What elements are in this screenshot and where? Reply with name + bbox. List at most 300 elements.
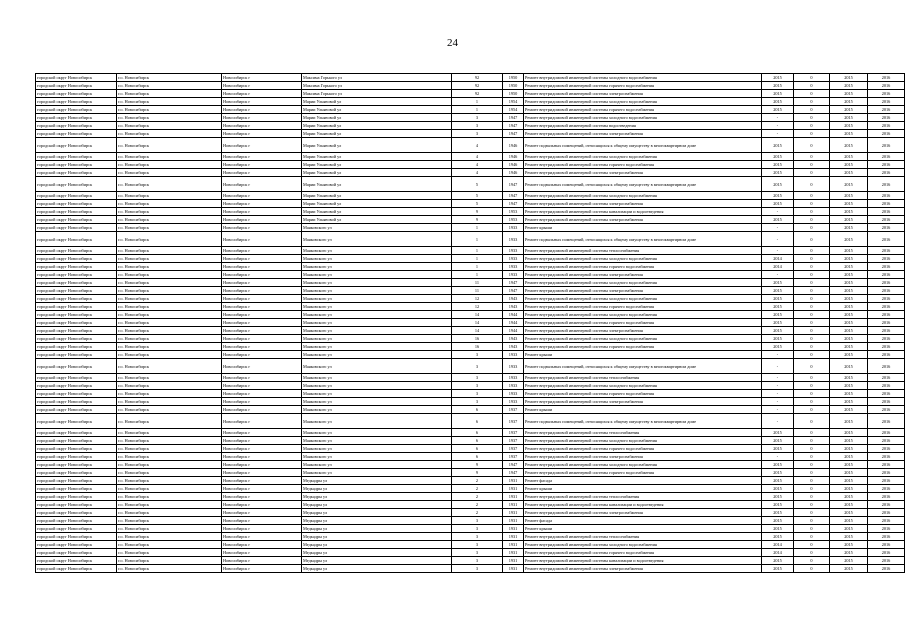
last-repair-year-cell: 2014 (762, 263, 794, 271)
house-number-cell: 11 (452, 279, 503, 287)
end-year-cell: 2016 (868, 493, 905, 501)
street-cell: Марии Ульяновой ул (302, 216, 452, 224)
municipality-cell: г.о. Новосибирск (117, 525, 222, 533)
house-number-cell: 1 (452, 271, 503, 279)
end-year-cell: 2016 (868, 437, 905, 445)
city-cell: Новосибирск г (222, 224, 302, 232)
value-cell: 0 (794, 263, 830, 271)
house-number-cell: 3 (452, 359, 503, 374)
municipal-district-cell: городской округ Новосибирск (36, 192, 117, 200)
repair-type-cell: Ремонт внутридомовой инженерной системы горячего водоснабжения (524, 445, 762, 453)
table-row (36, 343, 905, 351)
build-year-cell: 1947 (503, 192, 524, 200)
value-cell: 0 (794, 98, 830, 106)
municipality-cell: г.о. Новосибирск (117, 351, 222, 359)
end-year-cell: 2016 (868, 74, 905, 82)
municipal-district-cell: городской округ Новосибирск (36, 106, 117, 114)
city-cell: Новосибирск г (222, 533, 302, 541)
start-year-cell: 2015 (830, 327, 868, 335)
repair-type-cell: Ремонт внутридомовой инженерной системы электроснабжения (524, 565, 762, 573)
build-year-cell: 1931 (503, 565, 524, 573)
last-repair-year-cell: 2015 (762, 429, 794, 437)
city-cell: Новосибирск г (222, 517, 302, 525)
city-cell: Новосибирск г (222, 279, 302, 287)
build-year-cell: 1933 (503, 255, 524, 263)
city-cell: Новосибирск г (222, 303, 302, 311)
start-year-cell: 2015 (830, 232, 868, 247)
last-repair-year-cell: 2015 (762, 74, 794, 82)
end-year-cell: 2016 (868, 114, 905, 122)
municipality-cell: г.о. Новосибирск (117, 509, 222, 517)
end-year-cell: 2016 (868, 382, 905, 390)
start-year-cell: 2015 (830, 90, 868, 98)
last-repair-year-cell: 2015 (762, 469, 794, 477)
repair-type-cell: Ремонт крыши (524, 224, 762, 232)
end-year-cell: 2016 (868, 232, 905, 247)
street-cell: Маяковского ул (302, 311, 452, 319)
city-cell: Новосибирск г (222, 461, 302, 469)
municipal-district-cell: городской округ Новосибирск (36, 533, 117, 541)
last-repair-year-cell: 2015 (762, 565, 794, 573)
last-repair-year-cell: 2015 (762, 509, 794, 517)
house-number-cell: 6 (452, 414, 503, 429)
value-cell: 0 (794, 461, 830, 469)
municipality-cell: г.о. Новосибирск (117, 311, 222, 319)
value-cell: 0 (794, 541, 830, 549)
last-repair-year-cell: 2015 (762, 445, 794, 453)
start-year-cell: 2015 (830, 501, 868, 509)
table-row (36, 541, 905, 549)
city-cell: Новосибирск г (222, 114, 302, 122)
table-row (36, 169, 905, 177)
value-cell: 0 (794, 82, 830, 90)
municipality-cell: г.о. Новосибирск (117, 153, 222, 161)
value-cell: 0 (794, 90, 830, 98)
house-number-cell: 9 (452, 461, 503, 469)
street-cell: Маяковского ул (302, 374, 452, 382)
municipality-cell: г.о. Новосибирск (117, 382, 222, 390)
city-cell: Новосибирск г (222, 414, 302, 429)
municipality-cell: г.о. Новосибирск (117, 271, 222, 279)
build-year-cell: 1947 (503, 287, 524, 295)
last-repair-year-cell: 2015 (762, 303, 794, 311)
street-cell: Медкадры ул (302, 517, 452, 525)
municipal-district-cell: городской округ Новосибирск (36, 541, 117, 549)
house-number-cell: 3 (452, 565, 503, 573)
start-year-cell: 2015 (830, 398, 868, 406)
repair-type-cell: Ремонт внутридомовой инженерной системы горячего водоснабжения (524, 319, 762, 327)
municipal-district-cell: городской округ Новосибирск (36, 565, 117, 573)
repair-type-cell: Ремонт крыши (524, 406, 762, 414)
end-year-cell: 2016 (868, 477, 905, 485)
table-row (36, 74, 905, 82)
repair-type-cell: Ремонт внутридомовой инженерной системы холодного водоснабжения (524, 74, 762, 82)
city-cell: Новосибирск г (222, 390, 302, 398)
start-year-cell: 2015 (830, 247, 868, 255)
house-number-cell: 9 (452, 208, 503, 216)
table-row (36, 114, 905, 122)
municipality-cell: г.о. Новосибирск (117, 517, 222, 525)
street-cell: Маяковского ул (302, 335, 452, 343)
table-row (36, 200, 905, 208)
municipality-cell: г.о. Новосибирск (117, 414, 222, 429)
repair-type-cell: Ремонт внутридомовой инженерной системы электроснабжения (524, 200, 762, 208)
start-year-cell: 2015 (830, 98, 868, 106)
start-year-cell: 2015 (830, 319, 868, 327)
build-year-cell: 1933 (503, 351, 524, 359)
build-year-cell: 1933 (503, 359, 524, 374)
table-row (36, 295, 905, 303)
city-cell: Новосибирск г (222, 437, 302, 445)
build-year-cell: 1947 (503, 114, 524, 122)
page-number: 24 (447, 37, 458, 49)
house-number-cell: 1 (452, 263, 503, 271)
municipality-cell: г.о. Новосибирск (117, 232, 222, 247)
build-year-cell: 1931 (503, 501, 524, 509)
table-row (36, 374, 905, 382)
municipal-district-cell: городской округ Новосибирск (36, 390, 117, 398)
value-cell: 0 (794, 311, 830, 319)
table-row (36, 138, 905, 153)
table-row (36, 445, 905, 453)
table-row (36, 398, 905, 406)
street-cell: Маяковского ул (302, 287, 452, 295)
value-cell: 0 (794, 445, 830, 453)
house-number-cell: 1 (452, 98, 503, 106)
city-cell: Новосибирск г (222, 255, 302, 263)
start-year-cell: 2015 (830, 374, 868, 382)
start-year-cell: 2015 (830, 224, 868, 232)
table-row (36, 509, 905, 517)
table-row (36, 437, 905, 445)
end-year-cell: 2016 (868, 208, 905, 216)
city-cell: Новосибирск г (222, 177, 302, 192)
municipal-district-cell: городской округ Новосибирск (36, 287, 117, 295)
value-cell: 0 (794, 429, 830, 437)
street-cell: Максима Горького ул (302, 90, 452, 98)
municipality-cell: г.о. Новосибирск (117, 335, 222, 343)
end-year-cell: 2016 (868, 255, 905, 263)
start-year-cell: 2015 (830, 493, 868, 501)
last-repair-year-cell: 2015 (762, 106, 794, 114)
municipality-cell: г.о. Новосибирск (117, 565, 222, 573)
value-cell: 0 (794, 382, 830, 390)
value-cell: 0 (794, 232, 830, 247)
value-cell: 0 (794, 351, 830, 359)
last-repair-year-cell: 2015 (762, 216, 794, 224)
house-number-cell: 3 (452, 557, 503, 565)
end-year-cell: 2016 (868, 90, 905, 98)
municipal-district-cell: городской округ Новосибирск (36, 382, 117, 390)
municipal-district-cell: городской округ Новосибирск (36, 90, 117, 98)
city-cell: Новосибирск г (222, 74, 302, 82)
last-repair-year-cell: 2015 (762, 437, 794, 445)
street-cell: Марии Ульяновой ул (302, 122, 452, 130)
municipality-cell: г.о. Новосибирск (117, 437, 222, 445)
city-cell: Новосибирск г (222, 295, 302, 303)
repair-type-cell: Ремонт внутридомовой инженерной системы горячего водоснабжения (524, 549, 762, 557)
repair-type-cell: Ремонт фасада (524, 477, 762, 485)
municipal-district-cell: городской округ Новосибирск (36, 232, 117, 247)
repair-type-cell: Ремонт внутридомовой инженерной системы холодного водоснабжения (524, 382, 762, 390)
municipality-cell: г.о. Новосибирск (117, 406, 222, 414)
value-cell: 0 (794, 177, 830, 192)
last-repair-year-cell: - (762, 224, 794, 232)
municipality-cell: г.о. Новосибирск (117, 90, 222, 98)
repair-type-cell: Ремонт внутридомовой инженерной системы холодного водоснабжения (524, 153, 762, 161)
value-cell: 0 (794, 565, 830, 573)
table-row (36, 153, 905, 161)
municipal-district-cell: городской округ Новосибирск (36, 485, 117, 493)
city-cell: Новосибирск г (222, 541, 302, 549)
municipal-district-cell: городской округ Новосибирск (36, 177, 117, 192)
repair-type-cell: Ремонт внутридомовой инженерной системы электроснабжения (524, 453, 762, 461)
repair-type-cell: Ремонт внутридомовой инженерной системы электроснабжения (524, 327, 762, 335)
build-year-cell: 1954 (503, 106, 524, 114)
municipal-district-cell: городской округ Новосибирск (36, 517, 117, 525)
last-repair-year-cell: - (762, 351, 794, 359)
end-year-cell: 2016 (868, 263, 905, 271)
municipality-cell: г.о. Новосибирск (117, 98, 222, 106)
repair-type-cell: Ремонт внутридомовой инженерной системы горячего водоснабжения (524, 82, 762, 90)
build-year-cell: 1954 (503, 98, 524, 106)
start-year-cell: 2015 (830, 549, 868, 557)
city-cell: Новосибирск г (222, 327, 302, 335)
street-cell: Марии Ульяновой ул (302, 200, 452, 208)
start-year-cell: 2015 (830, 287, 868, 295)
build-year-cell: 1946 (503, 138, 524, 153)
last-repair-year-cell: 2015 (762, 319, 794, 327)
house-number-cell: 4 (452, 153, 503, 161)
last-repair-year-cell: 2015 (762, 311, 794, 319)
start-year-cell: 2015 (830, 382, 868, 390)
house-number-cell: 6 (452, 429, 503, 437)
last-repair-year-cell: 2015 (762, 138, 794, 153)
build-year-cell: 1933 (503, 374, 524, 382)
start-year-cell: 2015 (830, 161, 868, 169)
street-cell: Маяковского ул (302, 279, 452, 287)
last-repair-year-cell: 2015 (762, 287, 794, 295)
city-cell: Новосибирск г (222, 169, 302, 177)
house-number-cell: 6 (452, 453, 503, 461)
repair-type-cell: Ремонт внутридомовой инженерной системы электроснабжения (524, 287, 762, 295)
city-cell: Новосибирск г (222, 525, 302, 533)
last-repair-year-cell: 2015 (762, 153, 794, 161)
municipal-district-cell: городской округ Новосибирск (36, 343, 117, 351)
house-number-cell: 2 (452, 477, 503, 485)
municipality-cell: г.о. Новосибирск (117, 177, 222, 192)
street-cell: Маяковского ул (302, 303, 452, 311)
street-cell: Марии Ульяновой ул (302, 169, 452, 177)
municipality-cell: г.о. Новосибирск (117, 319, 222, 327)
street-cell: Маяковского ул (302, 255, 452, 263)
municipality-cell: г.о. Новосибирск (117, 169, 222, 177)
last-repair-year-cell: - (762, 122, 794, 130)
build-year-cell: 1947 (503, 122, 524, 130)
last-repair-year-cell: 2014 (762, 255, 794, 263)
street-cell: Маяковского ул (302, 461, 452, 469)
start-year-cell: 2015 (830, 517, 868, 525)
city-cell: Новосибирск г (222, 287, 302, 295)
street-cell: Маяковского ул (302, 343, 452, 351)
last-repair-year-cell: 2014 (762, 549, 794, 557)
start-year-cell: 2015 (830, 153, 868, 161)
municipality-cell: г.о. Новосибирск (117, 161, 222, 169)
value-cell: 0 (794, 74, 830, 82)
last-repair-year-cell: - (762, 414, 794, 429)
build-year-cell: 1947 (503, 200, 524, 208)
build-year-cell: 1950 (503, 82, 524, 90)
house-number-cell: 92 (452, 82, 503, 90)
build-year-cell: 1937 (503, 414, 524, 429)
house-number-cell: 3 (452, 517, 503, 525)
municipal-district-cell: городской округ Новосибирск (36, 398, 117, 406)
end-year-cell: 2016 (868, 501, 905, 509)
repair-type-cell: Ремонт внутридомовой инженерной системы теплоснабжения (524, 374, 762, 382)
municipality-cell: г.о. Новосибирск (117, 327, 222, 335)
end-year-cell: 2016 (868, 138, 905, 153)
repair-type-cell: Ремонт крыши (524, 351, 762, 359)
house-number-cell: 3 (452, 525, 503, 533)
table-row (36, 565, 905, 573)
table-row (36, 319, 905, 327)
last-repair-year-cell: 2015 (762, 343, 794, 351)
repair-type-cell: Ремонт внутридомовой инженерной системы канализации и водоотведения (524, 557, 762, 565)
build-year-cell: 1944 (503, 311, 524, 319)
municipal-district-cell: городской округ Новосибирск (36, 224, 117, 232)
municipality-cell: г.о. Новосибирск (117, 247, 222, 255)
repair-type-cell: Ремонт внутридомовой инженерной системы канализации и водоотведения (524, 501, 762, 509)
last-repair-year-cell: 2015 (762, 177, 794, 192)
start-year-cell: 2015 (830, 295, 868, 303)
street-cell: Маяковского ул (302, 406, 452, 414)
municipal-district-cell: городской округ Новосибирск (36, 114, 117, 122)
build-year-cell: 1944 (503, 319, 524, 327)
repair-type-cell: Ремонт фасада (524, 517, 762, 525)
street-cell: Максима Горького ул (302, 82, 452, 90)
municipality-cell: г.о. Новосибирск (117, 445, 222, 453)
end-year-cell: 2016 (868, 271, 905, 279)
last-repair-year-cell: 2015 (762, 501, 794, 509)
municipality-cell: г.о. Новосибирск (117, 82, 222, 90)
repair-type-cell: Ремонт внутридомовой инженерной системы горячего водоснабжения (524, 343, 762, 351)
city-cell: Новосибирск г (222, 398, 302, 406)
house-number-cell: 5 (452, 192, 503, 200)
street-cell: Маяковского ул (302, 263, 452, 271)
value-cell: 0 (794, 557, 830, 565)
municipal-district-cell: городской округ Новосибирск (36, 161, 117, 169)
value-cell: 0 (794, 485, 830, 493)
house-number-cell: 11 (452, 287, 503, 295)
value-cell: 0 (794, 509, 830, 517)
last-repair-year-cell: - (762, 130, 794, 138)
street-cell: Медкадры ул (302, 557, 452, 565)
value-cell: 0 (794, 216, 830, 224)
end-year-cell: 2016 (868, 224, 905, 232)
value-cell: 0 (794, 477, 830, 485)
table-row (36, 192, 905, 200)
municipal-district-cell: городской округ Новосибирск (36, 255, 117, 263)
street-cell: Маяковского ул (302, 359, 452, 374)
street-cell: Маяковского ул (302, 437, 452, 445)
municipal-district-cell: городской округ Новосибирск (36, 525, 117, 533)
last-repair-year-cell: 2015 (762, 477, 794, 485)
city-cell: Новосибирск г (222, 429, 302, 437)
municipality-cell: г.о. Новосибирск (117, 279, 222, 287)
city-cell: Новосибирск г (222, 493, 302, 501)
last-repair-year-cell: 2015 (762, 461, 794, 469)
end-year-cell: 2016 (868, 200, 905, 208)
table-row (36, 303, 905, 311)
municipality-cell: г.о. Новосибирск (117, 398, 222, 406)
repair-type-cell: Ремонт внутридомовой инженерной системы канализации и водоотведения (524, 208, 762, 216)
municipality-cell: г.о. Новосибирск (117, 303, 222, 311)
start-year-cell: 2015 (830, 541, 868, 549)
street-cell: Медкадры ул (302, 501, 452, 509)
build-year-cell: 1931 (503, 517, 524, 525)
repair-type-cell: Ремонт внутридомовой инженерной системы горячего водоснабжения (524, 106, 762, 114)
house-number-cell: 12 (452, 303, 503, 311)
house-number-cell: 2 (452, 493, 503, 501)
repair-type-cell: Ремонт внутридомовой инженерной системы электроснабжения (524, 398, 762, 406)
house-number-cell: 1 (452, 232, 503, 247)
municipal-district-cell: городской округ Новосибирск (36, 414, 117, 429)
repair-type-cell: Ремонт внутридомовой инженерной системы горячего водоснабжения (524, 263, 762, 271)
house-number-cell: 1 (452, 106, 503, 114)
table-row (36, 130, 905, 138)
city-cell: Новосибирск г (222, 485, 302, 493)
value-cell: 0 (794, 153, 830, 161)
repair-type-cell: Ремонт внутридомовой инженерной системы теплоснабжения (524, 493, 762, 501)
city-cell: Новосибирск г (222, 138, 302, 153)
municipality-cell: г.о. Новосибирск (117, 461, 222, 469)
start-year-cell: 2015 (830, 469, 868, 477)
table-row (36, 247, 905, 255)
city-cell: Новосибирск г (222, 161, 302, 169)
end-year-cell: 2016 (868, 169, 905, 177)
start-year-cell: 2015 (830, 138, 868, 153)
city-cell: Новосибирск г (222, 445, 302, 453)
end-year-cell: 2016 (868, 122, 905, 130)
municipal-district-cell: городской округ Новосибирск (36, 74, 117, 82)
house-number-cell: 9 (452, 216, 503, 224)
house-number-cell: 5 (452, 177, 503, 192)
repair-type-cell: Ремонт внутридомовой инженерной системы холодного водоснабжения (524, 295, 762, 303)
street-cell: Максима Горького ул (302, 74, 452, 82)
last-repair-year-cell: - (762, 271, 794, 279)
start-year-cell: 2015 (830, 271, 868, 279)
table-row (36, 287, 905, 295)
repair-type-cell: Ремонт крыши (524, 485, 762, 493)
last-repair-year-cell: 2015 (762, 493, 794, 501)
table-row (36, 501, 905, 509)
table-row (36, 406, 905, 414)
city-cell: Новосибирск г (222, 469, 302, 477)
build-year-cell: 1943 (503, 295, 524, 303)
repair-type-cell: Ремонт внутридомовой инженерной системы холодного водоснабжения (524, 255, 762, 263)
street-cell: Маяковского ул (302, 327, 452, 335)
city-cell: Новосибирск г (222, 382, 302, 390)
repair-type-cell: Ремонт внутридомовой инженерной системы холодного водоснабжения (524, 311, 762, 319)
street-cell: Маяковского ул (302, 247, 452, 255)
street-cell: Марии Ульяновой ул (302, 208, 452, 216)
last-repair-year-cell: 2015 (762, 485, 794, 493)
house-number-cell: 6 (452, 406, 503, 414)
table-row (36, 82, 905, 90)
build-year-cell: 1943 (503, 335, 524, 343)
start-year-cell: 2015 (830, 414, 868, 429)
table-row (36, 327, 905, 335)
